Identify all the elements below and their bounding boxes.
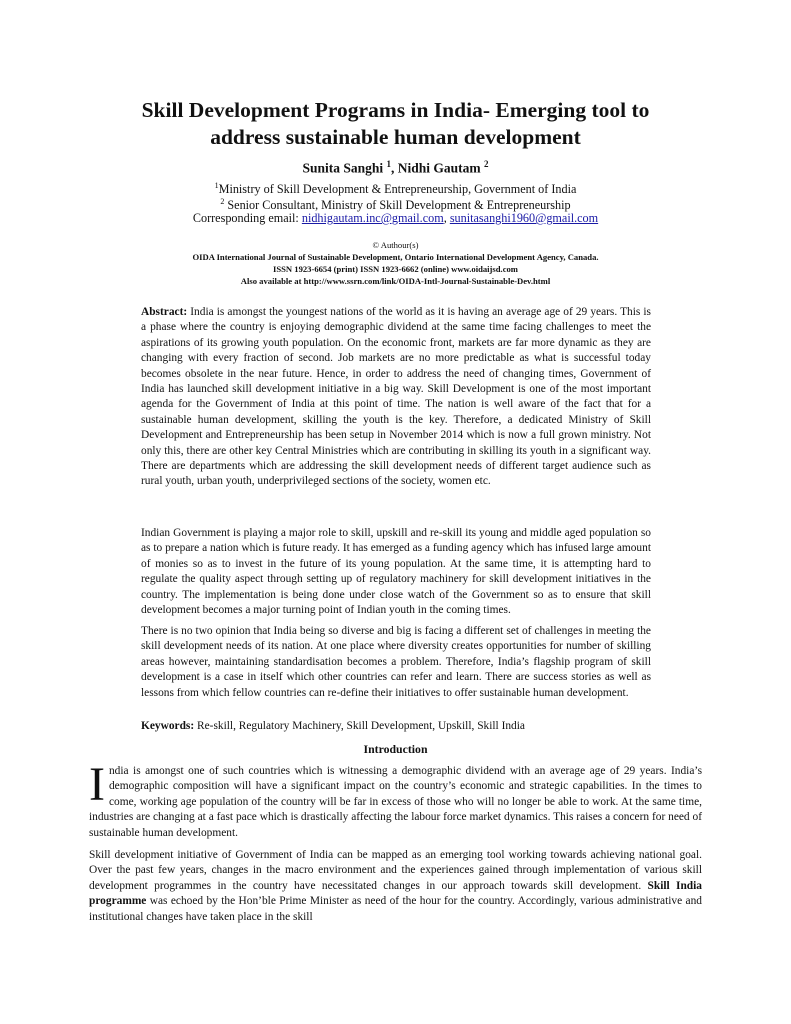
intro-text: ndia is amongst one of such countries which is witnessing a demographic dividend with an average age of 29 years. India’s demographic composition will have a significant impact on the country’s economic and strategic capabilities. In the times to come, working age population of the country will be far in excess of those who will no longer be able to work. At the same time, industries are changing at a fast pace which is drastically affecting the labour force market dynamics. This raises a concern for need of sustainable human development. [89,765,702,839]
journal-line: OIDA International Journal of Sustainable Development, Ontario International Development Agency, Canada. [192,252,599,262]
title-line-2: address sustainable human development [210,125,581,149]
affiliation-text: Ministry of Skill Development & Entrepreneurship, Government of India [218,182,577,197]
author-affiliation-mark: 2 [484,159,489,169]
abstract-text: Indian Government is playing a major role to skill, upskill and re-skill its young and middle aged population so as to prepare a nation which is future ready. It has emerged as a funding agency which has infused large amount of monies so as to invest in the future of its young population. At the same time, it is attempting hard to regulate the quality aspect through setting up of regulatory machinery for skill development initiatives in the country. The implementation is being done under close watch of the Government so as to ensure that skill development becomes a major turning point of Indian youth in the coming times. [141,527,651,617]
abstract-paragraph-2 [141,526,651,618]
availability-line: Also available at http://www.ssrn.com/link/OIDA-Intl-Journal-Sustainable-Dev.html [240,276,551,286]
issn-line: ISSN 1923-6654 (print) ISSN 1923-6662 (online) www.oidaijsd.com [273,264,518,274]
abstract-text: India is amongst the youngest nations of the world as it is having an average age of 29 years. This is a phase where the country is enjoying demographic dividend at the same time facing challenges to meet the aspirations of its growing youth population. On the economic front, markets are far more dynamic as they are changing with every fraction of second. Job markets are no more predictable as what is successful today becomes obsolete in the near future. Hence, in order to address the need of changing times, Government of India has launched skill development initiative in a big way. Skill Development is one of the most important agenda for the Government of India at this point of time. The nation is well aware of the fact that for a sustainable human development, skilling the youth is the key. Therefore, a dedicated Ministry of Skill Development and Entrepreneurship has been setup in November 2014 which is now a full grown ministry. Not only this, there are other key Central Ministries which are contributing in skilling its youth in a significant way. There are departments which are addressing the skill development needs of different target audience such as rural youth, urban youth, underprivileged sections of the society, women etc. [141,306,651,488]
abstract-text: There is no two opinion that India being so diverse and big is facing a different set of challenges in meeting the skill development needs of its nation. At one place where diversity creates opportunities for number of skilling areas however, maintaining standardisation becomes a problem. Therefore, India’s flagship program of skill development is a case in itself which other countries can refer and learn. There are success stories as well as lessons from which fellow countries can re-define their initiatives to offer sustainable human development. [141,625,651,699]
affiliation-text: Senior Consultant, Ministry of Skill Development & Entrepreneurship [224,198,571,213]
keywords-label: Keywords: [141,720,195,732]
email-link[interactable]: nidhigautam.inc@gmail.com [301,211,444,225]
title-line-1: Skill Development Programs in India- Emerging tool to [141,98,650,122]
author-affiliation-mark: 1 [386,159,391,169]
author-name: Sunita Sanghi [302,160,384,176]
abstract-paragraph-3 [141,624,651,701]
abstract-paragraph-1 [141,305,651,490]
keywords-text: Re-skill, Regulatory Machinery, Skill Development, Upskill, Skill India [194,720,525,732]
affiliation-mark: 1 [214,181,219,190]
corresponding-email [60,210,731,226]
author-list [60,159,731,177]
paper-title [60,97,731,151]
intro-paragraph-1 [89,758,702,841]
intro-paragraph-2 [89,848,702,925]
author-separator: , [391,160,398,176]
author-name: Nidhi Gautam [397,160,481,176]
intro-text: Skill development initiative of Government of India can be mapped as an emerging tool working towards achieving national goal. Over the past few years, changes in the macro environment and the experiences gained through implementation of various skill development programmes in the country have necessitated changes in our approach towards skill development. [89,849,702,892]
abstract-label: Abstract: [141,306,188,318]
corresponding-label: Corresponding email: [192,211,302,225]
copyright-line: © Authour(s) [372,240,419,250]
drop-cap: I [89,758,105,811]
email-link[interactable]: sunitasanghi1960@gmail.com [449,211,599,225]
keywords-line [141,720,651,732]
intro-highlight: Skill India programme [89,879,703,908]
affiliation-mark: 2 [220,197,225,206]
email-separator: , [443,211,450,225]
intro-text: was echoed by the Hon’ble Prime Minister as need of the hour for the country. Accordingly, various administrative and institutional changes have taken place in the skill [89,895,702,923]
journal-meta [60,239,731,287]
section-heading-introduction: Introduction [363,742,428,756]
